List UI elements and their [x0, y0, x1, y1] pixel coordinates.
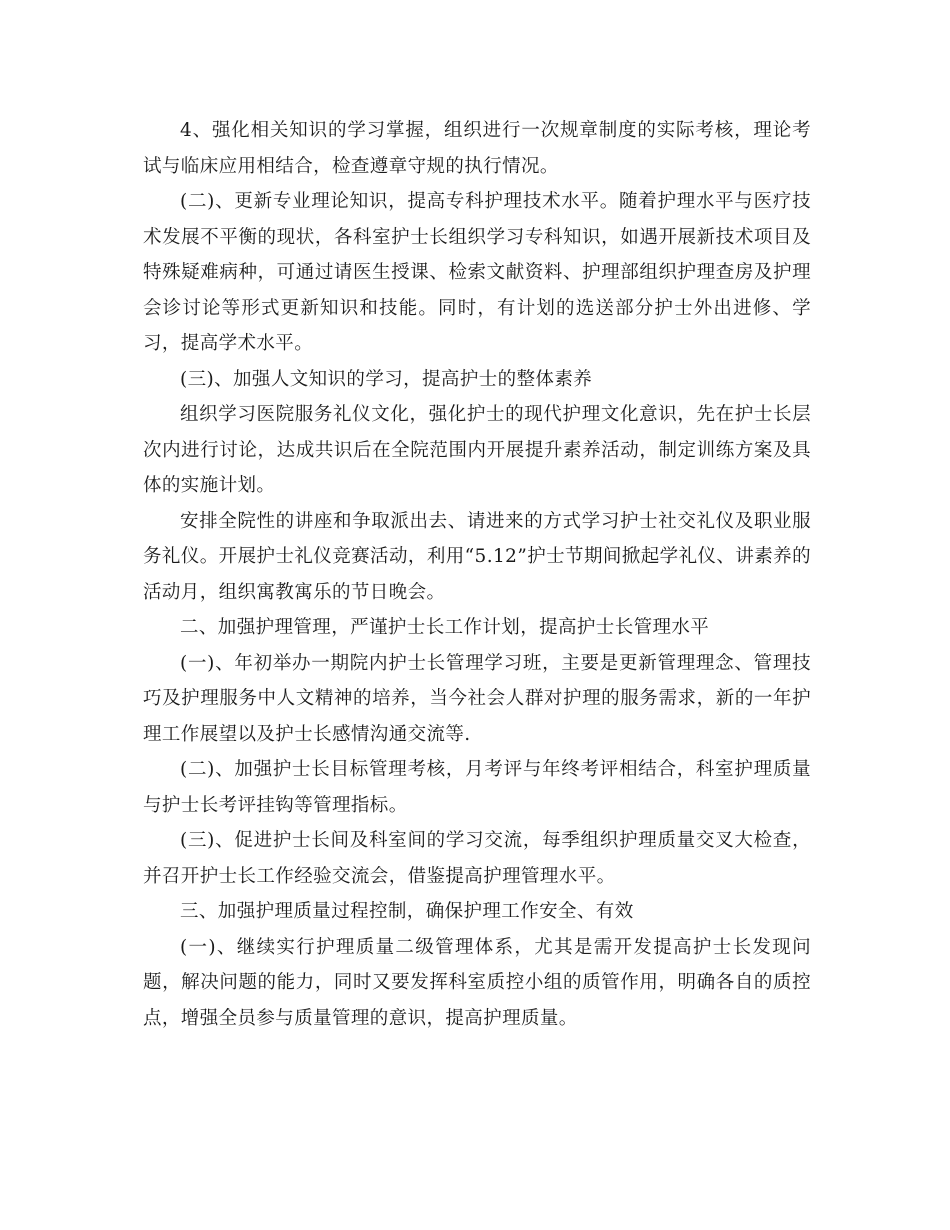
section-heading-quality-control: 三、加强护理质量过程控制，确保护理工作安全、有效	[180, 901, 634, 922]
paragraph-head-nurse-training: (一)、年初举办一期院内护士长管理学习班，主要是更新管理理念、管理技巧及护理服务中人文精神的培养，当今社会人群对护理的服务需求，新的一年护理工作展望以及护士长感情沟通交流等.	[143, 652, 811, 745]
paragraph-etiquette-activities: 安排全院性的讲座和争取派出去、请进来的方式学习护士社交礼仪及职业服务礼仪。开展护士礼仪竞赛活动，利用“5.12”护士节期间掀起学礼仪、讲素养的活动月，组织寓教寓乐的节日晚会。	[143, 510, 811, 603]
paragraph-target-management: (二)、加强护士长目标管理考核，月考评与年终考评相结合，科室护理质量与护士长考评挂钩等管理指标。	[143, 759, 811, 816]
document-body	[143, 113, 811, 1036]
paragraph-etiquette-culture: 组织学习医院服务礼仪文化，强化护士的现代护理文化意识，先在护士长层次内进行讨论，达成共识后在全院范围内开展提升素养活动，制定训练方案及具体的实施计划。	[143, 404, 811, 496]
paragraph-humanities-heading: (三)、加强人文知识的学习，提高护士的整体素养	[180, 368, 593, 390]
paragraph-quality-management-system: (一)、继续实行护理质量二级管理体系，尤其是需开发提高护士长发现问题，解决问题的能力，同时又要发挥科室质控小组的质管作用，明确各自的质控点，增强全员参与质量管理的意识，提高护理质量。	[143, 936, 811, 1029]
paragraph-exchange-learning: (三)、促进护士长间及科室间的学习交流，每季组织护理质量交叉大检查，并召开护士长工作经验交流会，借鉴提高护理管理水平。	[143, 830, 811, 887]
section-heading-nursing-management: 二、加强护理管理，严谨护士长工作计划，提高护士长管理水平	[180, 617, 710, 638]
paragraph-update-professional-knowledge: (二)、更新专业理论知识，提高专科护理技术水平。随着护理水平与医疗技术发展不平衡的现状，各科室护士长组织学习专科知识，如遇开展新技术项目及特殊疑难病种，可通过请医生授课、检索文献资料、护理部组织护理查房及护理会诊讨论等形式更新知识和技能。同时，有计划的选送部分护士外出进修、学习，提高学术水平。	[143, 191, 811, 354]
paragraph-knowledge-assessment: 4、强化相关知识的学习掌握，组织进行一次规章制度的实际考核，理论考试与临床应用相结合，检查遵章守规的执行情况。	[143, 120, 811, 177]
